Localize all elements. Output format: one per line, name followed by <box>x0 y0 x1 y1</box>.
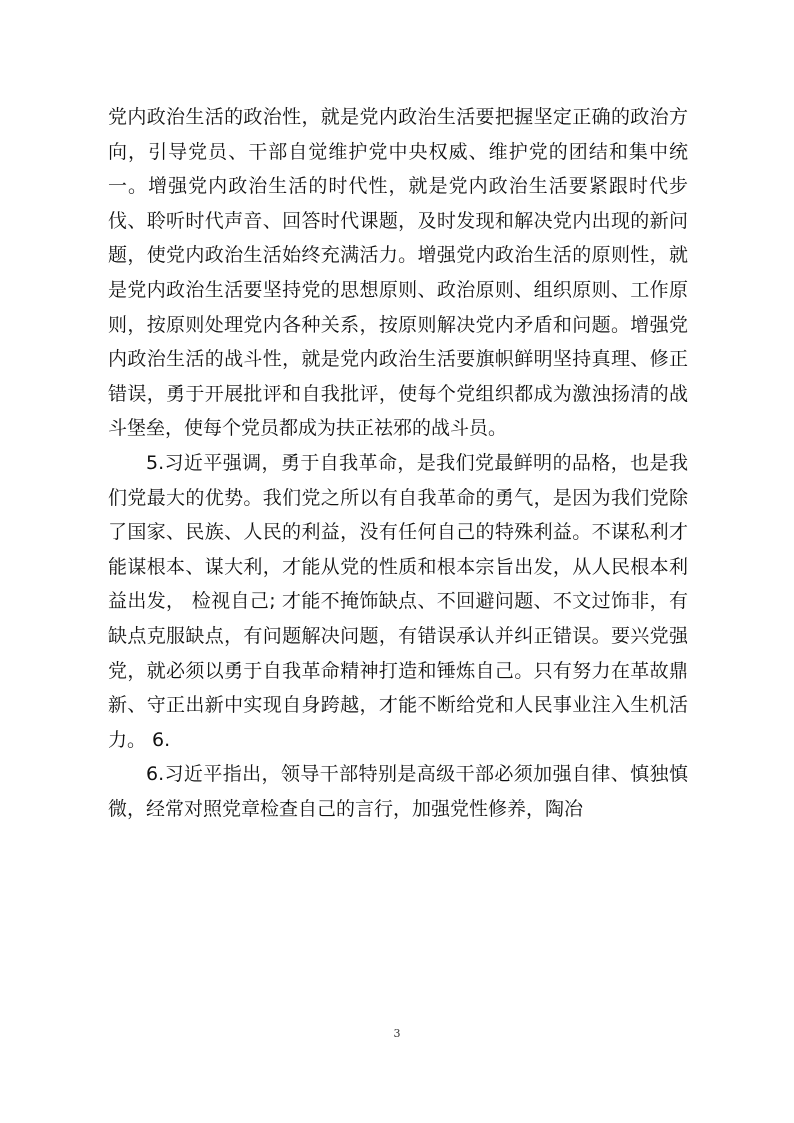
paragraph-2: 5.习近平强调，勇于自我革命，是我们党最鲜明的品格，也是我们党最大的优势。我们党之所以有自我革命的勇气，是因为我们党除了国家、民族、人民的利益，没有任何自己的特殊利益。不谋私利才能谋根本、谋大利，才能从党的性质和根本宗旨出发，从人民根本利益出发， 检视自己; 才能不掩饰缺点、不回避问题、不文过饰非，有缺点克服缺点，有问题解决问题，有错误承认并纠正错误。要兴党强党，就必须以勇于自我革命精神打造和锤炼自己。只有努力在革故鼎新、守正出新中实现自身跨越，才能不断给党和人民事业注入生机活力。 6. <box>108 451 688 751</box>
paragraph-1: 党内政治生活的政治性，就是党内政治生活要把握坚定正确的政治方向，引导党员、干部自觉维护党中央权威、维护党的团结和集中统一。增强党内政治生活的时代性，就是党内政治生活要紧跟时代步伐、聆听时代声音、回答时代课题，及时发现和解决党内出现的新问题，使党内政治生活始终充满活力。增强党内政治生活的原则性，就是党内政治生活要坚持党的思想原则、政治原则、组织原则、工作原则，按原则处理党内各种关系，按原则解决党内矛盾和问题。增强党内政治生活的战斗性，就是党内政治生活要旗帜鲜明坚持真理、修正错误，勇于开展批评和自我批评，使每个党组织都成为激浊扬清的战斗堡垒，使每个党员都成为扶正祛邪的战斗员。 <box>108 106 688 440</box>
body-text <box>108 100 688 826</box>
page-number: 3 <box>393 1027 401 1040</box>
paragraph-3: 6.习近平指出，领导干部特别是高级干部必须加强自律、慎独慎微，经常对照党章检查自己的言行，加强党性修养，陶冶 <box>108 763 688 820</box>
